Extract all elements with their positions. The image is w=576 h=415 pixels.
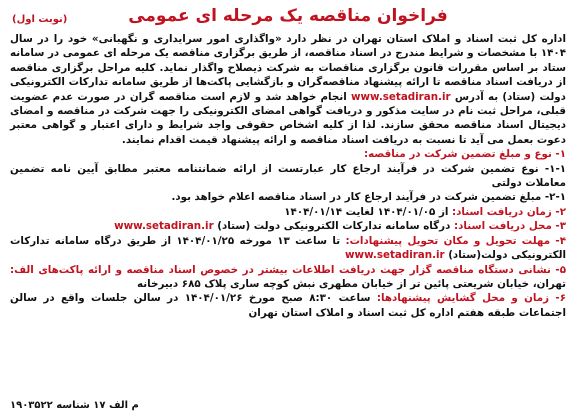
item-3-url[interactable]: www.setadiran.ir (114, 220, 214, 233)
item-6-text: ساعت ۸:۳۰ صبح مورخ ۱۴۰۴/۰۱/۲۶ در سالن جلسات واقع در سالن اجتماعات طبقه هفتم اداره کل ثبت اسناد و املاک استان تهران (10, 292, 566, 319)
item-6-label: ۶- زمان و محل گشایش پیشنهادها: (376, 292, 566, 305)
intro-paragraph (10, 32, 566, 147)
intro-text-1: اداره کل ثبت اسناد و املاک استان تهران در نظر دارد «واگذاری امور سرایداری و نگهبانی» خود را در سال ۱۴۰۴ با مشخصات و شرایط مندرج در اسناد مناقصه، از طریق برگزاری مناقصه یک مرحله ای عمومی در سامانه ستاد بر اساس مقررات قانون برگزاری مناقصات به شرکت ذیصلاح واگذار نماید. کلیه مراحل برگزاری مناقصه از دریافت اسناد مناقصه تا ارائه پیشنهاد مناقصه‌گران و بازگشایی پاکت‌ها از طریق سامانه تدارکات الکترونیکی دولت (ستاد) به آدرس (10, 33, 566, 103)
item-2 (10, 205, 566, 219)
round-label: (نوبت اول) (12, 14, 68, 25)
item-3-label: ۳- محل دریافت اسناد: (453, 220, 566, 233)
item-3 (10, 219, 566, 233)
item-4-text: تا ساعت ۱۳ مورخه ۱۴۰۴/۰۱/۲۵ از طریق درگاه سامانه تدارکات الکترونیکی دولت(ستاد) (10, 234, 566, 262)
website-link[interactable]: www.setadiran.ir (351, 90, 451, 103)
item-5-text: تهران، خیابان شریعتی پائین تر از خیابان مطهری نبش کوچه ساری پلاک ۶۸۵ دبیرخانه (137, 277, 566, 290)
notice-title: فراخوان مناقصه یک مرحله ای عمومی (128, 6, 448, 26)
item-6 (10, 291, 566, 320)
notice-header (10, 4, 566, 32)
footer-reference: م الف ۱۷ شناسه ۱۹۰۳۵۲۲ (10, 400, 139, 411)
item-4-label: ۴- مهلت تحویل و مکان تحویل پیشنهادات: (345, 234, 566, 247)
item-5 (10, 263, 566, 292)
notice-body (10, 32, 566, 320)
item-4-url[interactable]: www.setadiran.ir (345, 249, 445, 262)
item-1-1: ۱-۱- نوع تضمین شرکت در فرآیند ارجاع کار عبارتست از ارائه ضمانتنامه معتبر مطابق آیین نامه تضمین معاملات دولتی (10, 162, 566, 190)
item-1-label: ۱- نوع و مبلغ تضمین شرکت در مناقصه: (364, 148, 566, 161)
item-2-text: از ۱۴۰۴/۰۱/۰۵ لغایت ۱۴۰۴/۰۱/۱۴ (284, 205, 449, 218)
item-3-text: درگاه سامانه تدارکات الکترونیکی دولت (ستاد) (217, 220, 451, 233)
intro-text-2: انجام خواهد شد و لازم است مناقصه گران در صورت عدم عضویت قبلی، مراحل ثبت نام در سایت مذکور و دریافت گواهی امضای الکترونیکی را جهت شرکت در مناقصه و امضای دیجیتال اسناد مناقصه محقق سازند. لذا از کلیه اشخاص حقوقی واجد شرایط و دارای اعتبار و گواهی معتبر دعوت بعمل می آید تا نسبت به دریافت اسناد مناقصه و ارائه پیشنهاد قیمت اقدام نمایند. (10, 90, 566, 146)
item-4 (10, 234, 566, 263)
item-2-label: ۲- زمان دریافت اسناد: (452, 205, 566, 218)
item-1-2: ۲-۱- مبلغ تضمین شرکت در فرآیند ارجاع کار در اسناد مناقصه اعلام خواهد بود. (171, 191, 566, 204)
item-5-label: ۵- نشانی دستگاه مناقصه گزار جهت دریافت اطلاعات بیشتر در خصوص اسناد مناقصه و ارائه پاکت‌های الف: (10, 263, 566, 276)
